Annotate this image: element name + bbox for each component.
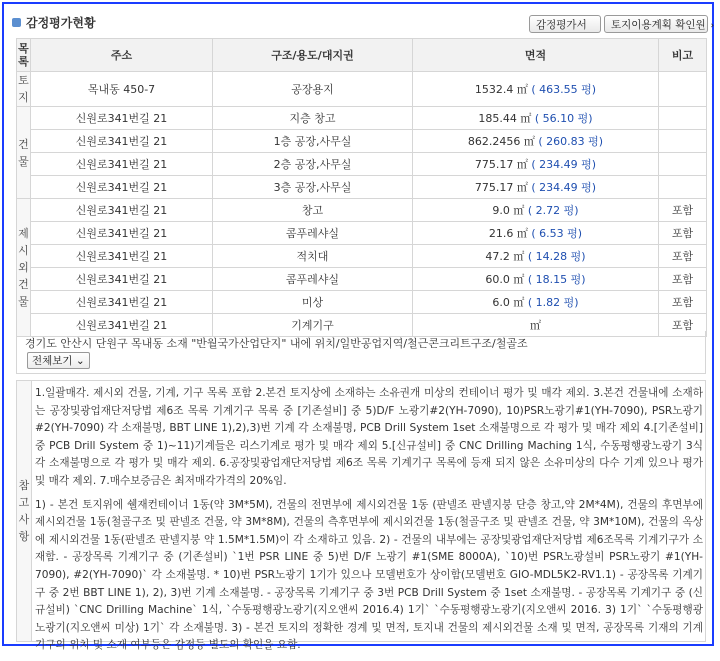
panel-header (4, 4, 715, 38)
cell-address: 신원로341번길 21 (31, 107, 213, 130)
chevron-down-icon: ⌄ (75, 355, 85, 367)
table-row (17, 245, 707, 268)
area-sqm: 60.0 ㎡ (485, 273, 525, 287)
group-label (17, 107, 31, 199)
view-all-label: 전체보기 (32, 355, 73, 367)
notes-paragraph-2: 1) - 본건 토지위에 쉘재컨테이너 1동(약 3M*5M), 건물의 전면부에 제시외건물 1동 (판넬조 판넬지붕 단층 창고,약 2M*4M), 건물의 후면부에 제시외건물 1동(철골구조 및 판넬조 건물, 약 3M*8M), 건물의 측후면부에 제시외건물 1동(철골구조 및 판넬조 건물, 약 3M*10M), 건물의 옥상에 제시외건물 1동(판넬조 판넬지붕 약 1.5M*1.5M)이 각 소재하고 있음. 2) - 건물의 내부에는 공장및광업재단저당법 제6조목록 기계기구가 소재함. - 공장목록 기계기구 중 (기존설비) `1번 PSR LINE 중 5)번 D/F 노광기 #1(SME 8000A), `10)번 PSR노광설비 PSR노광기 #1(YH-7090), #2(YH-7090)` 각 소재불명. * 10)번 PSR노광기 1기가 있으나 모델번호가 상이함(모델번호 GIO-MDL5K2-RV1.1) - 공장목록 기계기구 중 2번 BBT LINE 1), 2), 3)번 기계 소재불명. - 공장목록 기계기구 중 3번 PCB Drill System 중 1set 소재불명. - 공장목록 기계기구 중 (신규설비) `CNC Drilling Machine` 1식, `수동평행광노광기(지오앤씨 2016.4) 1기` `수동평행광노광기(지오앤씨 2016. 3) 1기` `수동평행광노광기(지오앤씨 미상) 1기` 각 소재불명. 3) - 본건 토지의 정확한 경계 및 면적, 토지내 건물의 제시외건물 소재 및 면적, 공장목록 기재의 기계기구의 위치 및 소재 여부등은 감정등 별도의 확인을 요함. (35, 498, 703, 652)
table-row (17, 222, 707, 245)
land-use-plan-label: 토지이용계획 확인원 (611, 19, 706, 31)
cell-area (413, 130, 659, 153)
cell-structure: 콤푸레샤실 (213, 268, 413, 291)
cell-address: 목내동 450-7 (31, 72, 213, 107)
header-label-char: 록 (18, 55, 29, 68)
area-pyeong: ( 56.10 평) (534, 112, 593, 126)
chevron-right-icon: › (707, 21, 715, 31)
appraisal-report-button[interactable] (529, 15, 601, 33)
table-row (17, 199, 707, 222)
area-pyeong: ( 6.53 평) (531, 227, 583, 241)
col-header-area: 면적 (413, 39, 659, 72)
notes-paragraph-1: 1.일괄매각. 제시외 건물, 기계, 기구 목록 포함 2.본건 토지상에 소재하는 소유권개 미상의 컨테이너 평가 및 매각 제외. 3.본건 건물내에 소재하는 공장및광업재단저당법 제6조 목록 기계기구 목록 중 [기존설비] 중 5)D/F 노광기#2(YH-7090), 10)PSR노광기#1(YH-7090), PSR노광기#2(YH-7090) 각 소재불명, BBT LINE 1),2),3)번 기계 각 소재불명, PCB Drill System 1set 소재불명으로 각 평가 및 매각 제외 4.[기존설비] 중 PCB Drill System 중 1)~11)기계들은 리스기계로 평가 및 매각 제외 5.[신규설비] 중 CNC Drilling Maching 1식, 수동평행광노광기 3식 각 소재불명으로 각 평가 및 매각 제외. 6.공장및광업재단저당법 제6조 목록 기계기구 목록에 등재 되지 않은 소유미상의 다수 기계 있으나 평가 및 매각 제외. 7.매수보증금은 최저매각가격의 20%임. (35, 387, 703, 487)
cell-structure: 공장용지 (213, 72, 413, 107)
notes-label-char: 고 (18, 495, 30, 509)
area-sqm: 47.2 ㎡ (485, 250, 525, 264)
group-label-char: 제 (18, 226, 29, 240)
group-label-char: 건 (18, 278, 29, 292)
table-row (17, 107, 707, 130)
group-label-char: 토 (18, 74, 29, 87)
cell-address: 신원로341번길 21 (31, 176, 213, 199)
cell-structure: 창고 (213, 199, 413, 222)
notes-body (35, 385, 703, 661)
table-row (17, 153, 707, 176)
cell-address: 신원로341번길 21 (31, 314, 213, 337)
area-sqm: 185.44 ㎡ (478, 112, 532, 126)
cell-address: 신원로341번길 21 (31, 245, 213, 268)
col-header-note: 비고 (659, 39, 707, 72)
cell-address: 신원로341번길 21 (31, 153, 213, 176)
area-sqm: 9.0 ㎡ (492, 204, 525, 218)
cell-area (413, 72, 659, 107)
cell-address: 신원로341번길 21 (31, 222, 213, 245)
cell-note: 포함 (659, 291, 707, 314)
page-title (12, 14, 96, 31)
cell-note (659, 107, 707, 130)
header-label-char: 목 (18, 42, 29, 55)
cell-area (413, 176, 659, 199)
cell-note: 포함 (659, 245, 707, 268)
group-label-char: 외 (18, 261, 29, 275)
appraisal-panel (2, 2, 715, 652)
area-sqm: ㎡ (530, 319, 541, 333)
cell-structure: 3층 공장,사무실 (213, 176, 413, 199)
cell-note (659, 72, 707, 107)
page-title-text: 감정평가현황 (26, 16, 96, 30)
cell-structure: 콤푸레샤실 (213, 222, 413, 245)
cell-structure: 미상 (213, 291, 413, 314)
cell-structure: 지층 창고 (213, 107, 413, 130)
cell-address: 신원로341번길 21 (31, 130, 213, 153)
notes-section (16, 380, 706, 652)
area-pyeong: ( 463.55 평) (531, 83, 597, 97)
cell-note (659, 153, 707, 176)
area-sqm: 21.6 ㎡ (488, 227, 528, 241)
group-label-char: 시 (18, 244, 29, 258)
area-pyeong: ( 14.28 평) (527, 250, 586, 264)
cell-address: 신원로341번길 21 (31, 199, 213, 222)
group-label-char: 물 (18, 295, 29, 309)
group-label (17, 72, 31, 107)
area-pyeong: ( 2.72 평) (527, 204, 579, 218)
cell-structure: 2층 공장,사무실 (213, 153, 413, 176)
cell-area (413, 153, 659, 176)
property-info (16, 331, 706, 374)
appraisal-table (16, 38, 707, 337)
notes-label-char: 항 (18, 530, 30, 544)
notes-label-char: 사 (18, 513, 30, 526)
area-pyeong: ( 234.49 평) (531, 181, 597, 195)
group-label-char: 지 (18, 91, 29, 105)
cell-area (413, 245, 659, 268)
cell-area (413, 107, 659, 130)
area-pyeong: ( 1.82 평) (527, 296, 579, 310)
area-pyeong: ( 234.49 평) (531, 158, 597, 172)
cell-address: 신원로341번길 21 (31, 291, 213, 314)
col-header-address: 주소 (31, 39, 213, 72)
cell-structure: 1층 공장,사무실 (213, 130, 413, 153)
cell-structure: 기계기구 (213, 314, 413, 337)
area-pyeong: ( 260.83 평) (538, 135, 604, 149)
area-sqm: 862.2456 ㎡ (467, 135, 535, 149)
cell-note: 포함 (659, 268, 707, 291)
table-row (17, 130, 707, 153)
table-row (17, 176, 707, 199)
group-label (17, 199, 31, 337)
area-pyeong: ( 18.15 평) (527, 273, 586, 287)
view-all-button[interactable] (27, 352, 90, 369)
cell-note (659, 176, 707, 199)
group-label-char: 건 (18, 137, 29, 151)
table-row (17, 268, 707, 291)
cell-area (413, 199, 659, 222)
cell-structure: 적치대 (213, 245, 413, 268)
title-bullet-icon (12, 18, 21, 27)
cell-area (413, 222, 659, 245)
cell-address: 신원로341번길 21 (31, 268, 213, 291)
cell-note (659, 130, 707, 153)
cell-note: 포함 (659, 222, 707, 245)
area-sqm: 775.17 ㎡ (474, 158, 528, 172)
table-row (17, 291, 707, 314)
table-header-row (17, 39, 707, 72)
cell-area (413, 291, 659, 314)
area-sqm: 6.0 ㎡ (492, 296, 525, 310)
notes-label-char: 참 (18, 478, 30, 492)
land-use-plan-button[interactable] (604, 15, 715, 33)
area-sqm: 1532.4 ㎡ (474, 83, 528, 97)
cell-note: 포함 (659, 314, 707, 337)
col-header-list (17, 39, 31, 72)
appraisal-report-label: 감정평가서 (536, 19, 587, 31)
notes-label (17, 381, 32, 641)
table-row (17, 72, 707, 107)
group-label-char: 물 (18, 154, 29, 168)
cell-note: 포함 (659, 199, 707, 222)
cell-area (413, 268, 659, 291)
property-address: 경기도 안산시 단원구 목내동 소재 "반월국가산업단지" 내에 위치/일반공업지역/철근콘크리트구조/철골조 (25, 337, 528, 350)
col-header-structure: 구조/용도/대지권 (213, 39, 413, 72)
area-sqm: 775.17 ㎡ (474, 181, 528, 195)
